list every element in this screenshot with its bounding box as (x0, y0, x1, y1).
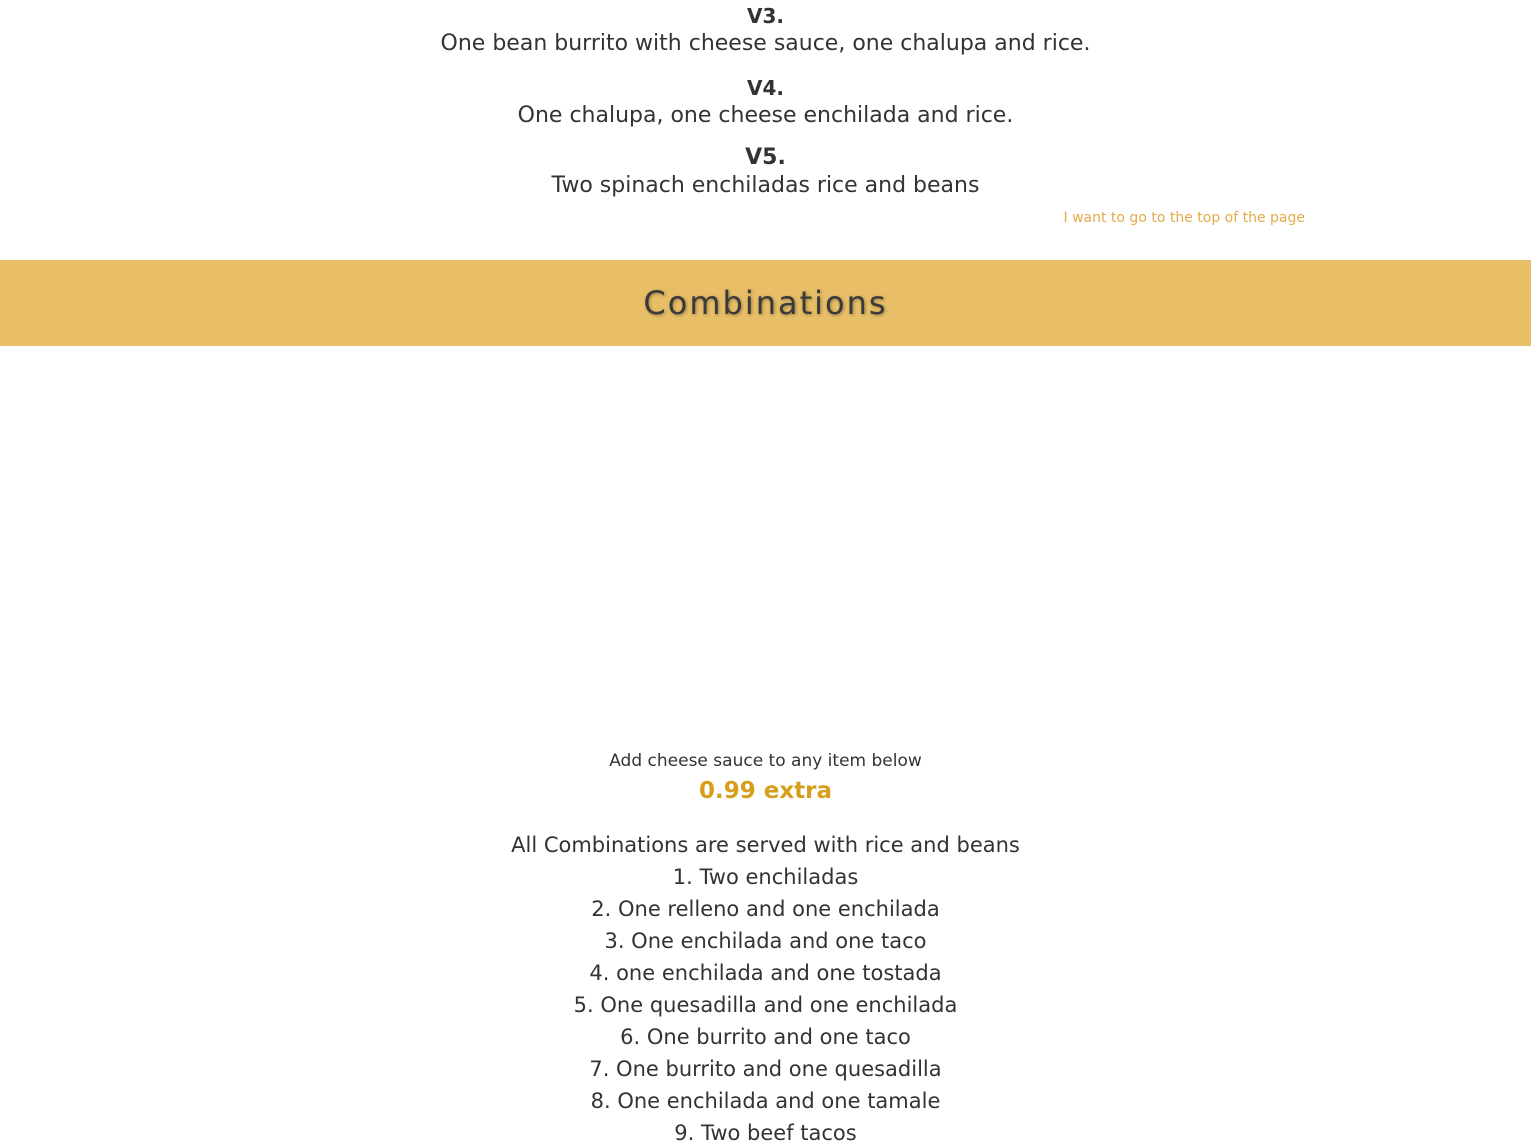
list-item: 6. One burrito and one taco (620, 1025, 911, 1049)
item-code-v4: V4. (747, 76, 784, 100)
list-item: 9. Two beef tacos (674, 1121, 857, 1145)
item-code-v3: V3. (747, 4, 784, 28)
list-item: 5. One quesadilla and one enchilada (573, 993, 958, 1017)
list-item: 7. One burrito and one quesadilla (589, 1057, 942, 1081)
list-item: 8. One enchilada and one tamale (590, 1089, 941, 1113)
list-item: 2. One relleno and one enchilada (591, 897, 940, 921)
cheese-sauce-price: 0.99 extra (698, 778, 833, 804)
item-desc-v4: One chalupa, one cheese enchilada and rice. (517, 103, 1014, 128)
combinations-intro: All Combinations are served with rice and beans (511, 833, 1020, 857)
section-banner (0, 260, 1531, 346)
section-title: Combinations (643, 284, 888, 322)
list-item: 3. One enchilada and one taco (604, 929, 927, 953)
back-to-top-link[interactable]: I want to go to the top of the page (1063, 210, 1305, 226)
item-desc-v3: One bean burrito with cheese sauce, one chalupa and rice. (440, 31, 1091, 56)
list-item: 4. one enchilada and one tostada (589, 961, 942, 985)
combinations-list (0, 829, 1531, 1146)
item-code-v5: V5. (745, 145, 786, 170)
item-desc-v5: Two spinach enchiladas rice and beans (551, 173, 980, 198)
list-item: 1. Two enchiladas (672, 865, 859, 889)
cheese-sauce-note: Add cheese sauce to any item below (609, 751, 922, 771)
